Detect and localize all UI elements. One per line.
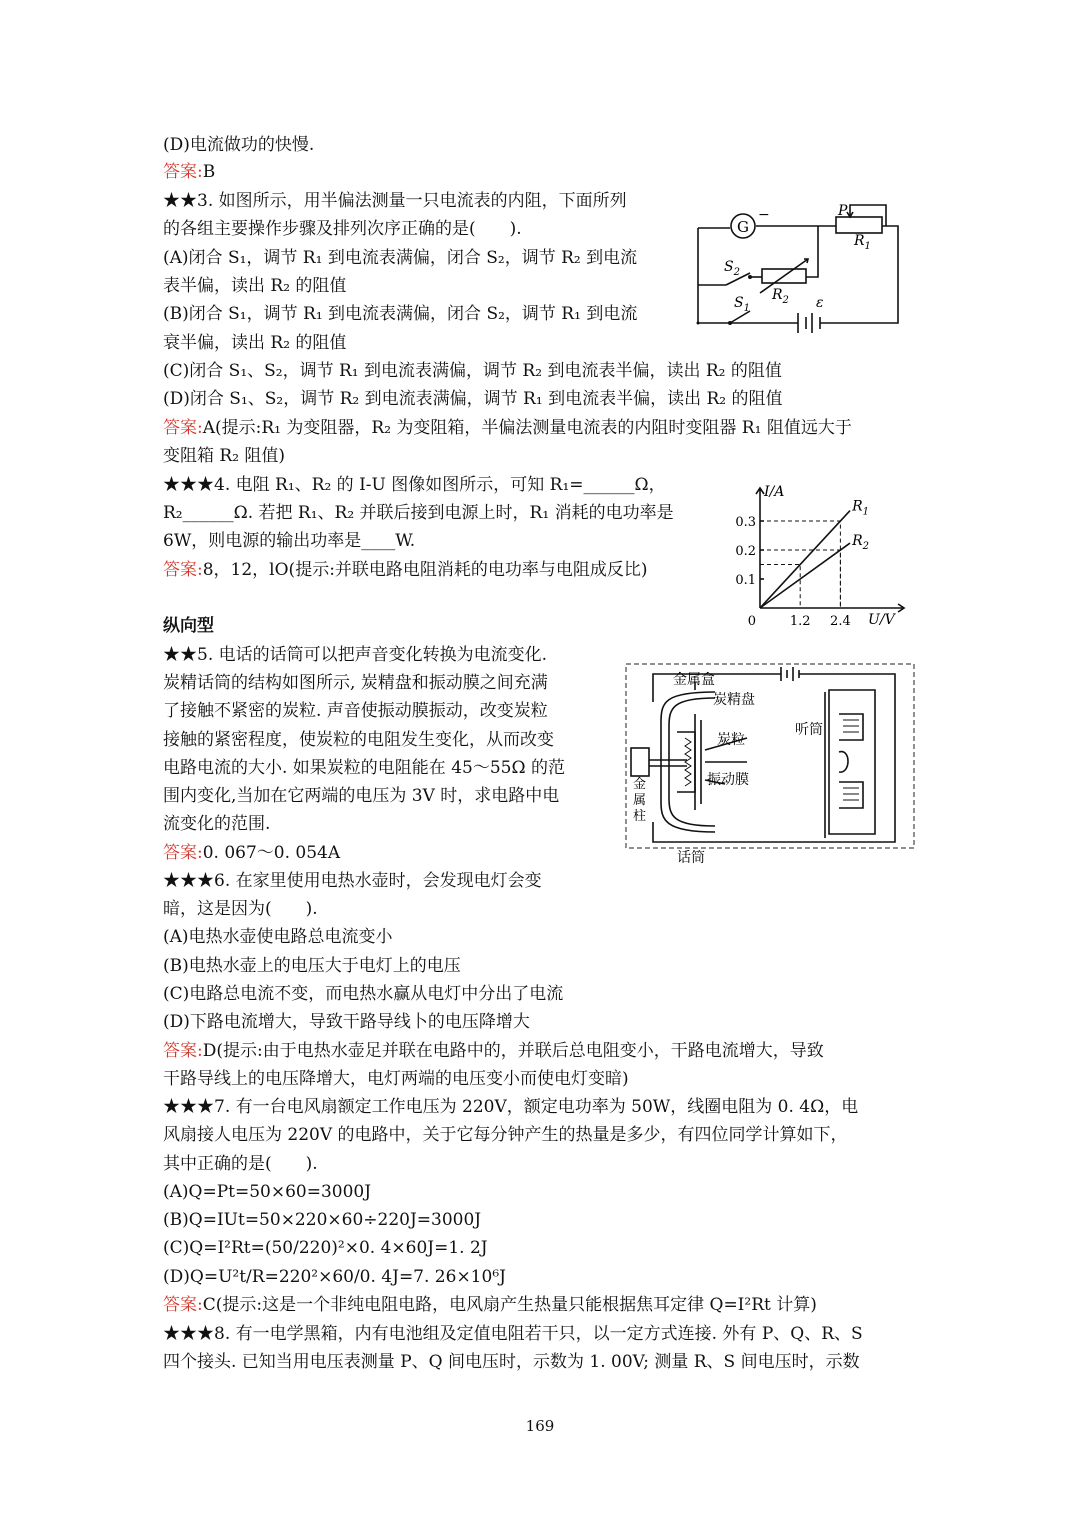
line-text: 0. 067～0. 054A bbox=[202, 843, 341, 863]
membrane-label: 振动膜 bbox=[707, 772, 749, 788]
line-text: ★★★7. 有一台电风扇额定工作电压为 220V，额定电功率为 50W，线圈电阻为 0. 4Ω，电 bbox=[163, 1097, 859, 1117]
line-text: 炭精话筒的结构如图所示, 炭精盘和振动膜之间充满 bbox=[163, 673, 548, 693]
line-text: 纵向型 bbox=[163, 616, 214, 636]
text-line bbox=[163, 499, 674, 527]
line-text: B bbox=[202, 162, 216, 182]
line-text: (A)Q=Pt=50×60=3000J bbox=[163, 1182, 372, 1202]
line-text: 6W，则电源的输出功率是____W. bbox=[163, 531, 416, 551]
carbon-microphone-diagram bbox=[625, 662, 915, 870]
line-text: (C)Q=I²Rt=(50/220)²×0. 4×60J=1. 2J bbox=[163, 1238, 488, 1258]
half-deflection-circuit-diagram bbox=[690, 193, 920, 333]
text-line bbox=[163, 442, 285, 470]
text-line bbox=[163, 1121, 848, 1149]
text-line bbox=[163, 1348, 860, 1376]
answer-label: 答案: bbox=[163, 843, 203, 863]
text-line bbox=[163, 782, 559, 810]
metal-post-label-2: 属 bbox=[633, 793, 647, 808]
line-text: (B)电热水壶上的电压大于电灯上的电压 bbox=[163, 956, 461, 976]
text-line bbox=[163, 1065, 629, 1093]
text-line bbox=[163, 923, 393, 951]
line-text: (A)电热水壶使电路总电流变小 bbox=[163, 927, 393, 947]
line-text: (B)Q=IUt=50×220×60÷220J=3000J bbox=[163, 1210, 482, 1230]
line-text: (D)下路电流增大，导致干路导线卜的电压降增大 bbox=[163, 1012, 530, 1032]
line-text: 变阻箱 R₂ 阻值) bbox=[163, 446, 286, 466]
series-label-sub: 1 bbox=[862, 506, 870, 518]
emf-label: ε bbox=[816, 295, 824, 311]
line-text: 暗，这是因为( ). bbox=[163, 899, 318, 919]
text-line bbox=[163, 244, 637, 272]
text-line bbox=[163, 697, 548, 725]
carbon-disc-label: 炭精盘 bbox=[713, 692, 755, 708]
series-label-sub: 2 bbox=[862, 541, 870, 553]
galvanometer-minus-label: − bbox=[758, 207, 770, 223]
metal-post-label-3: 柱 bbox=[633, 809, 647, 824]
line-text: 流变化的范围. bbox=[163, 814, 271, 834]
line-text: ★★3. 如图所示，用半偏法测量一只电流表的内阻，下面所列 bbox=[163, 191, 627, 211]
line-text: 风扇接人电压为 220V 的电路中，关于它每分钟产生的热量是多少，有四位同学计算如下， bbox=[163, 1125, 848, 1145]
y-tick-label: 0.1 bbox=[735, 573, 756, 588]
text-line bbox=[163, 385, 783, 413]
text-line bbox=[163, 1093, 858, 1121]
r1-label: $R_1$ bbox=[854, 233, 871, 252]
metal-post-label-1: 金 bbox=[633, 777, 647, 792]
series-line-r2 bbox=[760, 543, 850, 608]
y-axis bbox=[756, 488, 764, 608]
receiver-label: 听筒 bbox=[795, 722, 823, 738]
answer-line bbox=[163, 158, 215, 186]
y-axis-label: I/A bbox=[764, 484, 785, 500]
line-text: C(提示:这是一个非纯电阻电路，电风扇产生热量只能根据焦耳定律 Q=I²Rt 计算) bbox=[202, 1295, 817, 1315]
series-label-r1 bbox=[851, 498, 869, 517]
line-text: A(提示:R₁ 为变阻器，R₂ 为变阻箱，半偏法测量电流表的内阻时变阻器 R₁ 阻值远大于 bbox=[202, 418, 852, 438]
text-line bbox=[163, 1178, 371, 1206]
answer-label: 答案: bbox=[163, 1041, 203, 1061]
answer-label: 答案: bbox=[163, 418, 203, 438]
x-tick-label: 0 bbox=[747, 614, 756, 629]
line-text: (C)电路总电流不变，而电热水赢从电灯中分出了电流 bbox=[163, 984, 564, 1004]
text-line bbox=[163, 669, 548, 697]
answer-label: 答案: bbox=[163, 1295, 203, 1315]
page-number: 169 bbox=[525, 1417, 555, 1435]
text-line bbox=[163, 867, 542, 895]
line-text: (B)闭合 S₁，调节 R₁ 到电流表满偏，闭合 S₂，调节 R₁ 到电流 bbox=[163, 304, 638, 324]
line-text: 接触的紧密程度，使炭粒的电阻发生变化，从而改变 bbox=[163, 730, 554, 750]
line-text: D(提示:由于电热水壶足并联在电路中的，并联后总电阻变小，干路电流增大，导致 bbox=[202, 1041, 824, 1061]
line-text: (D)闭合 S₁、S₂，调节 R₂ 到电流表满偏，调节 R₁ 到电流表半偏，读出 R₂ 的阻值 bbox=[163, 389, 783, 409]
answer-line bbox=[163, 839, 340, 867]
line-text: 干路导线上的电压降增大，电灯两端的电压变小而使电灯变暗) bbox=[163, 1069, 629, 1089]
text-line bbox=[163, 895, 318, 923]
series-label-r2 bbox=[851, 533, 869, 552]
series-label-main: R bbox=[852, 533, 863, 550]
text-line bbox=[163, 1008, 530, 1036]
text-line bbox=[163, 754, 565, 782]
line-text: 衰半偏，读出 R₂ 的阻值 bbox=[163, 333, 347, 353]
line-text: (D)Q=U²t/R=220²×60/0. 4J=7. 26×10⁶J bbox=[163, 1267, 506, 1287]
line-text: 8，12，lO(提示:并联电路电阻消耗的电功率与电阻成反比) bbox=[202, 560, 648, 580]
answer-line bbox=[163, 556, 648, 584]
line-text: 的各组主要操作步骤及排列次序正确的是( ). bbox=[163, 219, 522, 239]
answer-line bbox=[163, 1291, 817, 1319]
microphone-label: 话筒 bbox=[677, 850, 705, 866]
slider-p-label: P bbox=[838, 203, 848, 219]
text-line bbox=[163, 471, 666, 499]
line-text: 了接触不紧密的炭粒. 声音使振动膜振动，改变炭粒 bbox=[163, 701, 548, 721]
text-line bbox=[163, 1320, 863, 1348]
line-text: 围内变化,当加在它两端的电压为 3V 时，求电路中电 bbox=[163, 786, 560, 806]
section-heading bbox=[163, 612, 214, 640]
text-line bbox=[163, 1234, 488, 1262]
line-text: ★★5. 电话的话筒可以把声音变化转换为电流变化. bbox=[163, 645, 548, 665]
line-text: ★★★4. 电阻 R₁、R₂ 的 I-U 图像如图所示，可知 R₁=______Ω， bbox=[163, 475, 666, 495]
text-line bbox=[163, 272, 346, 300]
text-line bbox=[163, 215, 522, 243]
galvanometer-label: G bbox=[737, 218, 749, 236]
answer-line bbox=[163, 414, 852, 442]
iu-chart bbox=[730, 480, 920, 630]
line-text: 其中正确的是( ). bbox=[163, 1154, 318, 1174]
carbon-particle-label: 炭粒 bbox=[717, 732, 745, 748]
text-line bbox=[163, 952, 461, 980]
answer-label: 答案: bbox=[163, 560, 203, 580]
s2-label: $S_2$ bbox=[724, 259, 740, 278]
text-line bbox=[163, 527, 415, 555]
text-line bbox=[163, 357, 782, 385]
s1-label: $S_1$ bbox=[734, 295, 750, 314]
line-text: (C)闭合 S₁、S₂，调节 R₁ 到电流表满偏，调节 R₂ 到电流表半偏，读出 R₂ 的阻值 bbox=[163, 361, 782, 381]
line-text: R₂______Ω. 若把 R₁、R₂ 并联后接到电源上时，R₁ 消耗的电功率是 bbox=[163, 503, 674, 523]
text-line bbox=[163, 1206, 481, 1234]
x-axis bbox=[760, 604, 904, 612]
text-line bbox=[163, 1150, 318, 1178]
x-tick-label: 1.2 bbox=[789, 614, 811, 629]
x-axis-label: U/V bbox=[868, 612, 895, 628]
text-line bbox=[163, 300, 637, 328]
text-line bbox=[163, 726, 554, 754]
text-line bbox=[163, 641, 547, 669]
answer-label: 答案: bbox=[163, 162, 203, 182]
line-text: (A)闭合 S₁，调节 R₁ 到电流表满偏，闭合 S₂，调节 R₂ 到电流 bbox=[163, 248, 638, 268]
series-line-r1 bbox=[760, 511, 850, 608]
line-text: ★★★8. 有一电学黑箱，内有电池组及定值电阻若干只，以一定方式连接. 外有 P、Q、R、S bbox=[163, 1324, 863, 1344]
metal-box-label: 金属盒 bbox=[673, 672, 715, 688]
text-line bbox=[163, 329, 346, 357]
line-text: (D)电流做功的快慢. bbox=[163, 135, 315, 155]
text-line bbox=[163, 131, 314, 159]
text-line bbox=[163, 980, 563, 1008]
line-text: 四个接头. 已知当用电压表测量 P、Q 间电压时，示数为 1. 00V; 测量 R、S 间电压时，示数 bbox=[163, 1352, 860, 1372]
text-line bbox=[163, 1263, 506, 1291]
text-line bbox=[163, 187, 627, 215]
y-tick-label: 0.3 bbox=[735, 515, 756, 530]
line-text: ★★★6. 在家里使用电热水壶时，会发现电灯会变 bbox=[163, 871, 542, 891]
y-tick-label: 0.2 bbox=[735, 544, 756, 559]
answer-line bbox=[163, 1037, 824, 1065]
line-text: 电路电流的大小. 如果炭粒的电阻能在 45～55Ω 的范 bbox=[163, 758, 565, 778]
series-label-main: R bbox=[852, 498, 863, 515]
text-line bbox=[163, 810, 270, 838]
r2-label: $R_2$ bbox=[772, 287, 789, 306]
x-tick-label: 2.4 bbox=[830, 614, 851, 629]
line-text: 表半偏，读出 R₂ 的阻值 bbox=[163, 276, 347, 296]
